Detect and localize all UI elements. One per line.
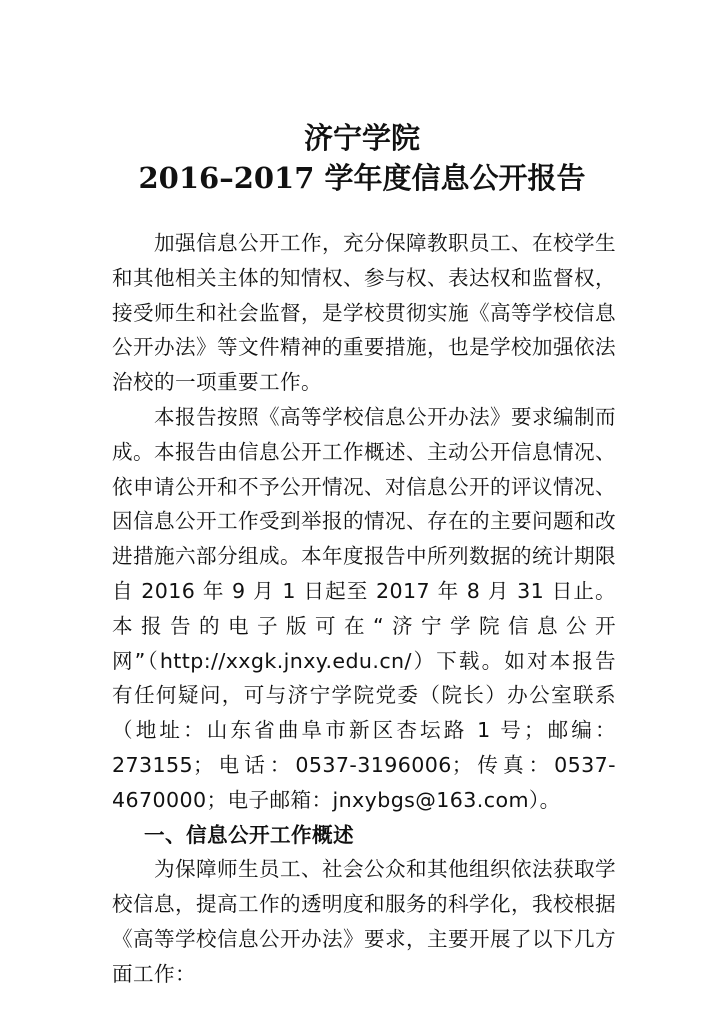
section-paragraph: 为保障师生员工、社会公众和其他组织依法获取学校信息，提高工作的透明度和服务的科学化，我校根据《高等学校信息公开办法》要求，主要开展了以下几方面工作： xyxy=(112,857,616,986)
report-scope-paragraph: 本报告按照《高等学校信息公开办法》要求编制而成。本报告由信息公开工作概述、主动公开信息情况、依申请公开和不予公开情况、对信息公开的评议情况、因信息公开工作受到举报的情况、存在的主要问题和改进措施六部分组成。本年度报告中所列数据的统计期限自 2016 年 9 月 1 日起至 2017 年 8 月 31 日止。本报告的电子版可在“济宁学院信息公开网”（http://xxgk.jnxy.edu.cn/）下载。如对本报告有任何疑问，可与济宁学院党委（院长）办公室联系（地址：山东省曲阜市新区杏坛路 1 号；邮编：273155；电话：0537-3196006；传真：0537-4670000；电子邮箱：jnxybgs@163.com）。 xyxy=(112,404,616,812)
intro-paragraph: 加强信息公开工作，充分保障教职员工、在校学生和其他相关主体的知情权、参与权、表达权和监督权，接受师生和社会监督，是学校贯彻实施《高等学校信息公开办法》等文件精神的重要措施，也是学校加强依法治校的一项重要工作。 xyxy=(112,231,616,395)
document-body xyxy=(112,226,616,992)
section-heading: 一、信息公开工作概述 xyxy=(144,822,354,847)
document-title-institution: 济宁学院 xyxy=(303,121,420,155)
document-title-report: 2016–2017 学年度信息公开报告 xyxy=(138,161,586,195)
